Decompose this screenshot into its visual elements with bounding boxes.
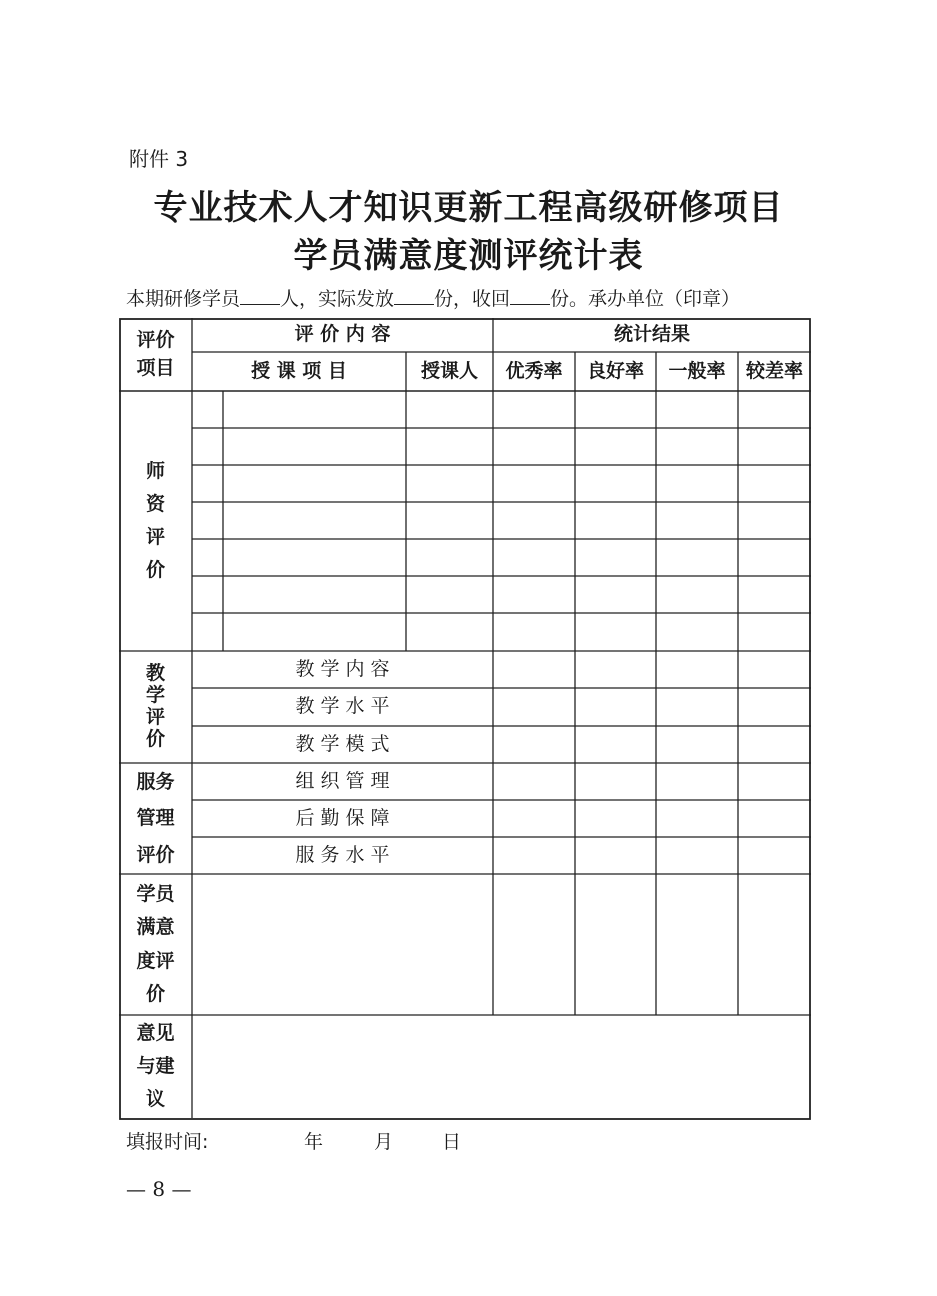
subline-part-1: 本期研修学员 <box>126 288 241 310</box>
service-row-organization: 组 织 管 理 <box>295 769 390 792</box>
service-row-logistics: 后 勤 保 障 <box>295 806 390 829</box>
teaching-row-level: 教 学 水 平 <box>295 695 390 718</box>
rate-header-excellent: 优秀率 <box>505 359 563 382</box>
eval-item-header: 评价 项目 <box>136 328 175 379</box>
year-label: 年 <box>304 1131 324 1153</box>
page-number: — 8 — <box>126 1177 192 1201</box>
rate-header-good: 良好率 <box>586 359 644 382</box>
satisfaction-eval-label: 学员 满意 度评 价 <box>136 883 175 1005</box>
annex-label: 附件 3 <box>129 147 189 171</box>
title-line-2: 学员满意度测评统计表 <box>293 236 644 276</box>
fill-time-label: 填报时间: <box>126 1131 209 1153</box>
subline-part-2: 人，实际发放 <box>280 288 395 310</box>
participant-info-line <box>126 284 740 311</box>
lecturer-header: 授课人 <box>420 359 478 382</box>
blank-issued <box>394 286 434 305</box>
teaching-row-content: 教 学 内 容 <box>295 657 390 680</box>
service-eval-label: 服务 管理 评价 <box>136 771 175 866</box>
month-label: 月 <box>374 1131 394 1153</box>
blank-returned <box>510 286 550 305</box>
rate-header-poor: 较差率 <box>745 359 803 382</box>
result-header: 统计结果 <box>613 323 690 346</box>
course-header: 授 课 项 目 <box>251 359 347 382</box>
content-header: 评 价 内 容 <box>294 323 391 346</box>
evaluation-table <box>119 318 811 1120</box>
teaching-eval-label: 教 学 评 价 <box>145 662 165 750</box>
teaching-row-mode: 教 学 模 式 <box>295 732 390 755</box>
service-row-level: 服 务 水 平 <box>295 843 390 866</box>
title-line-1: 专业技术人才知识更新工程高级研修项目 <box>153 188 784 228</box>
blank-participants <box>240 286 280 305</box>
teacher-eval-label: 师 资 评 价 <box>145 459 165 582</box>
suggestion-label: 意见 与建 议 <box>136 1021 175 1111</box>
day-label: 日 <box>442 1131 462 1153</box>
subline-part-4: 份。承办单位（印章） <box>550 288 741 310</box>
rate-header-average: 一般率 <box>668 359 726 382</box>
subline-part-3: 份，收回 <box>434 288 511 310</box>
